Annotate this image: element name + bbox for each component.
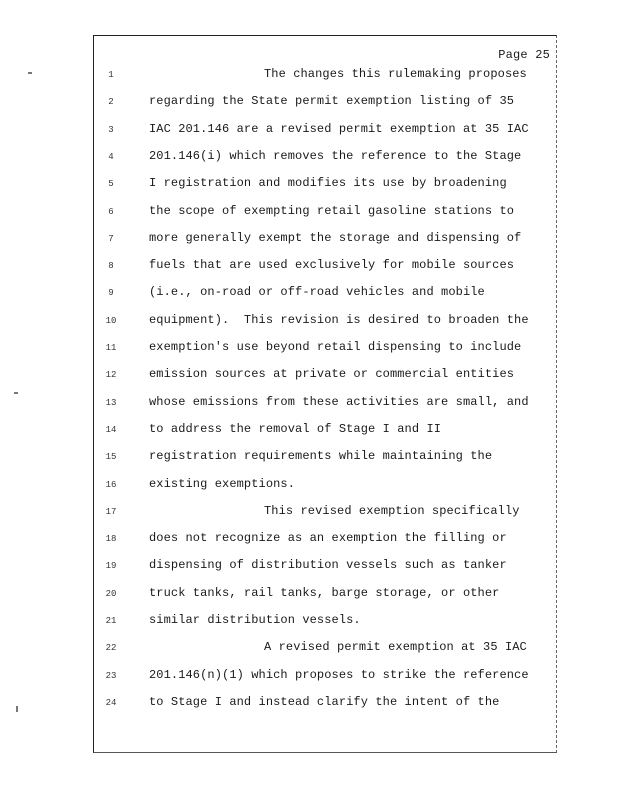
line-text: dispensing of distribution vessels such as tanker [149, 558, 507, 573]
line-number: 2 [108, 97, 114, 108]
transcript-line [94, 531, 558, 551]
line-number: 24 [105, 697, 117, 708]
line-text: The changes this rulemaking proposes [264, 67, 527, 81]
page-number: Page 25 [498, 48, 550, 62]
line-number: 17 [105, 506, 117, 517]
line-text: 201.146(n)(1) which proposes to strike the reference [149, 667, 529, 682]
line-text: to address the removal of Stage I and II [149, 421, 442, 436]
line-number: 7 [108, 233, 114, 244]
line-text: does not recognize as an exemption the filling or [149, 531, 507, 546]
line-number: 3 [108, 124, 114, 135]
line-number: 9 [108, 288, 114, 299]
transcript-line [94, 149, 558, 169]
line-text: I registration and modifies its use by broadening [149, 176, 507, 191]
scan-mark [16, 706, 18, 712]
transcript-line [94, 313, 558, 333]
line-number: 19 [105, 561, 117, 572]
line-text: truck tanks, rail tanks, barge storage, or other [149, 585, 500, 600]
line-number: 15 [105, 452, 117, 463]
scan-mark [14, 392, 18, 394]
transcript-line [94, 122, 558, 142]
line-text: equipment). This revision is desired to broaden the [149, 312, 529, 327]
transcript-line [94, 668, 558, 688]
transcript-line [94, 422, 558, 442]
line-number: 13 [105, 397, 117, 408]
line-number: 20 [105, 588, 117, 599]
line-text: (i.e., on-road or off-road vehicles and mobile [149, 285, 485, 300]
transcript-line [94, 640, 558, 660]
line-number: 14 [105, 424, 117, 435]
transcript-line [94, 449, 558, 469]
transcript-line [94, 613, 558, 633]
line-number: 11 [105, 343, 117, 353]
line-number: 6 [108, 206, 114, 217]
line-text: This revised exemption specifically [264, 503, 520, 518]
line-text: A revised permit exemption at 35 IAC [264, 640, 527, 655]
transcript-line [94, 176, 558, 196]
line-text: exemption's use beyond retail dispensing to include [149, 340, 522, 354]
transcript-line [94, 558, 558, 578]
scan-mark [28, 72, 32, 74]
line-number: 5 [108, 179, 114, 190]
line-text: fuels that are used exclusively for mobile sources [149, 258, 515, 273]
line-text: more generally exempt the storage and dispensing of [149, 230, 522, 245]
line-text: the scope of exempting retail gasoline stations to [149, 203, 515, 218]
line-text: to Stage I and instead clarify the intent of the [149, 694, 500, 709]
transcript-line [94, 586, 558, 606]
transcript-line [94, 504, 558, 524]
transcript-line [94, 258, 558, 278]
transcript-line [94, 231, 558, 251]
transcript-line [94, 695, 558, 715]
line-text: similar distribution vessels. [149, 613, 361, 627]
line-number: 23 [105, 670, 117, 681]
transcript-line [94, 395, 558, 415]
line-text: IAC 201.146 are a revised permit exemption at 35 IAC [149, 121, 529, 136]
line-text: 201.146(i) which removes the reference to the Stage [149, 148, 522, 163]
transcript-line [94, 285, 558, 305]
transcript-line [94, 67, 558, 87]
line-number: 1 [108, 70, 114, 80]
transcript-line [94, 340, 558, 360]
line-number: 18 [105, 534, 117, 545]
transcript-page [93, 35, 557, 753]
line-text: existing exemptions. [149, 476, 296, 491]
line-text: registration requirements while maintaining the [149, 449, 493, 464]
line-number: 4 [108, 151, 114, 162]
transcript-line [94, 477, 558, 497]
transcript-line [94, 204, 558, 224]
transcript-line [94, 94, 558, 114]
line-number: 16 [105, 479, 117, 490]
line-text: whose emissions from these activities are small, and [149, 394, 529, 409]
line-number: 21 [105, 616, 117, 626]
line-number: 8 [108, 261, 114, 272]
transcript-line [94, 367, 558, 387]
line-number: 12 [105, 370, 117, 381]
line-text: regarding the State permit exemption listing of 35 [149, 94, 515, 109]
line-number: 10 [105, 315, 117, 326]
line-number: 22 [105, 643, 117, 654]
line-text: emission sources at private or commercial entities [149, 367, 515, 382]
